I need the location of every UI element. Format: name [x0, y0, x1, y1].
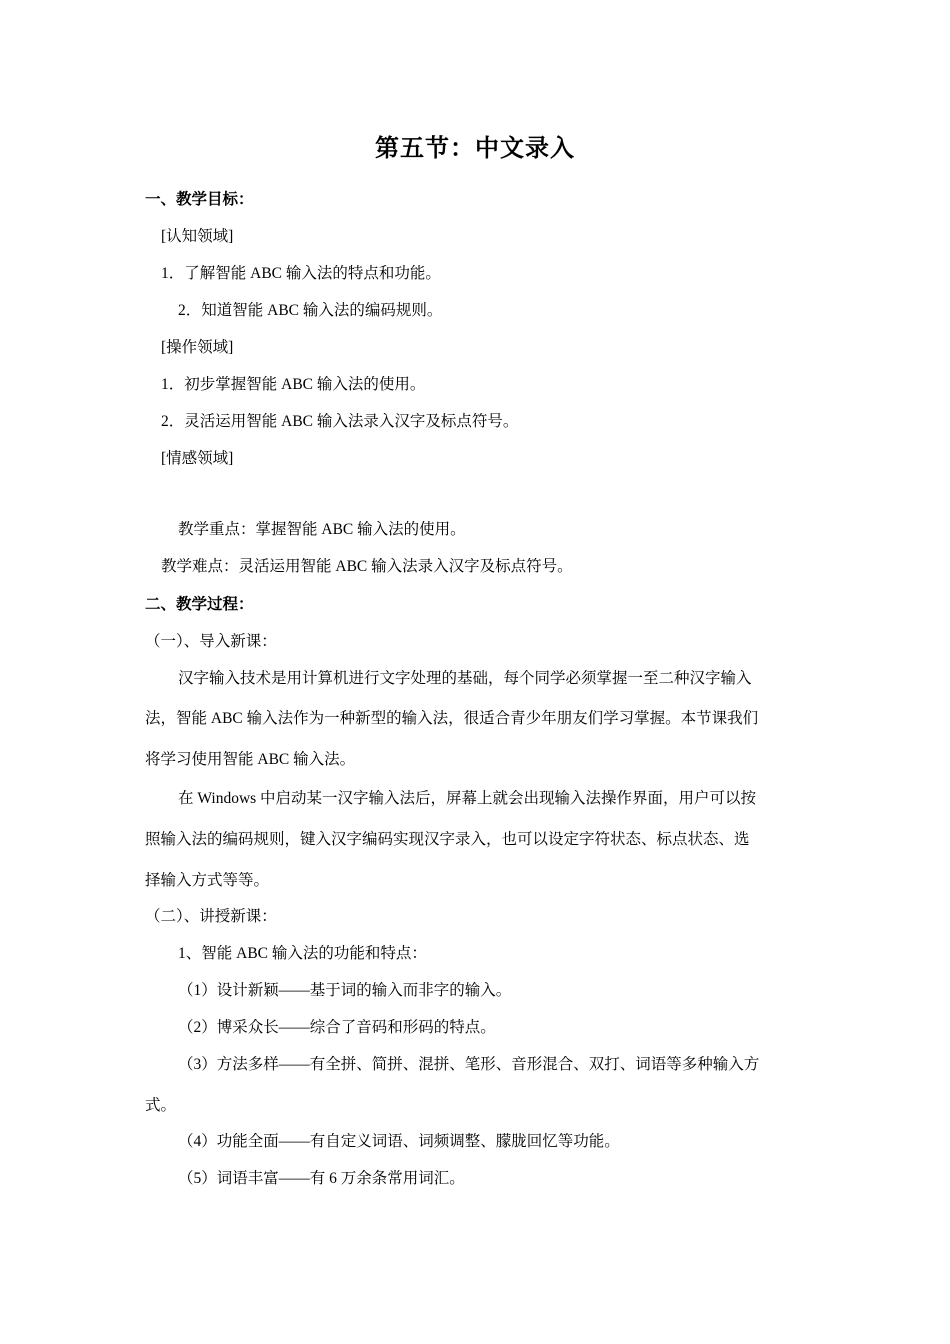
feature-item-4: （4）功能全面——有自定义词语、词频调整、朦胧回忆等功能。 [178, 1133, 620, 1150]
cognitive-item-2: 2．知道智能 ABC 输入法的编码规则。 [178, 302, 443, 319]
intro-para2-line1: 在 Windows 中启动某一汉字输入法后，屏幕上就会出现输入法操作界面，用户可以按 [178, 790, 757, 807]
new-lesson-heading: （二）、讲授新课： [145, 908, 277, 925]
emotion-domain-label: [情感领域] [161, 450, 234, 467]
section-heading-goals: 一、教学目标： [145, 191, 254, 208]
key-point: 教学重点：掌握智能 ABC 输入法的使用。 [178, 521, 466, 538]
cognitive-item-1: 1．了解智能 ABC 输入法的特点和功能。 [161, 265, 441, 282]
intro-para2-line2: 照输入法的编码规则，键入汉字编码实现汉字录入，也可以设定字符状态、标点状态、选 [145, 831, 750, 848]
document-title: 第五节：中文录入 [375, 136, 575, 162]
feature-item-3: （3）方法多样——有全拼、简拼、混拼、笔形、音形混合、双打、词语等多种输入方 [178, 1056, 760, 1073]
feature-item-5: （5）词语丰富——有 6 万余条常用词汇。 [178, 1170, 465, 1187]
operation-item-2: 2．灵活运用智能 ABC 输入法录入汉字及标点符号。 [161, 413, 519, 430]
intro-para1-line2: 法，智能 ABC 输入法作为一种新型的输入法，很适合青少年朋友们学习掌握。本节课我们 [145, 710, 759, 727]
intro-para1-line3: 将学习使用智能 ABC 输入法。 [145, 751, 356, 768]
feature-item-1: （1）设计新颖——基于词的输入而非字的输入。 [178, 982, 512, 999]
operation-item-1: 1．初步掌握智能 ABC 输入法的使用。 [161, 376, 426, 393]
intro-para2-line3: 择输入方式等等。 [145, 872, 270, 889]
difficulty-point: 教学难点：灵活运用智能 ABC 输入法录入汉字及标点符号。 [161, 558, 573, 575]
cognitive-domain-label: [认知领域] [161, 228, 234, 245]
intro-heading: （一）、导入新课： [145, 633, 277, 650]
operation-domain-label: [操作领域] [161, 339, 234, 356]
section-heading-process: 二、教学过程： [145, 596, 254, 613]
intro-para1-line1: 汉字输入技术是用计算机进行文字处理的基础，每个同学必须掌握一至二种汉字输入 [178, 670, 752, 687]
feature-item-2: （2）博采众长——综合了音码和形码的特点。 [178, 1019, 496, 1036]
feature-item-3-cont: 式。 [145, 1097, 177, 1114]
new-lesson-subheading: 1、智能 ABC 输入法的功能和特点： [178, 945, 427, 962]
